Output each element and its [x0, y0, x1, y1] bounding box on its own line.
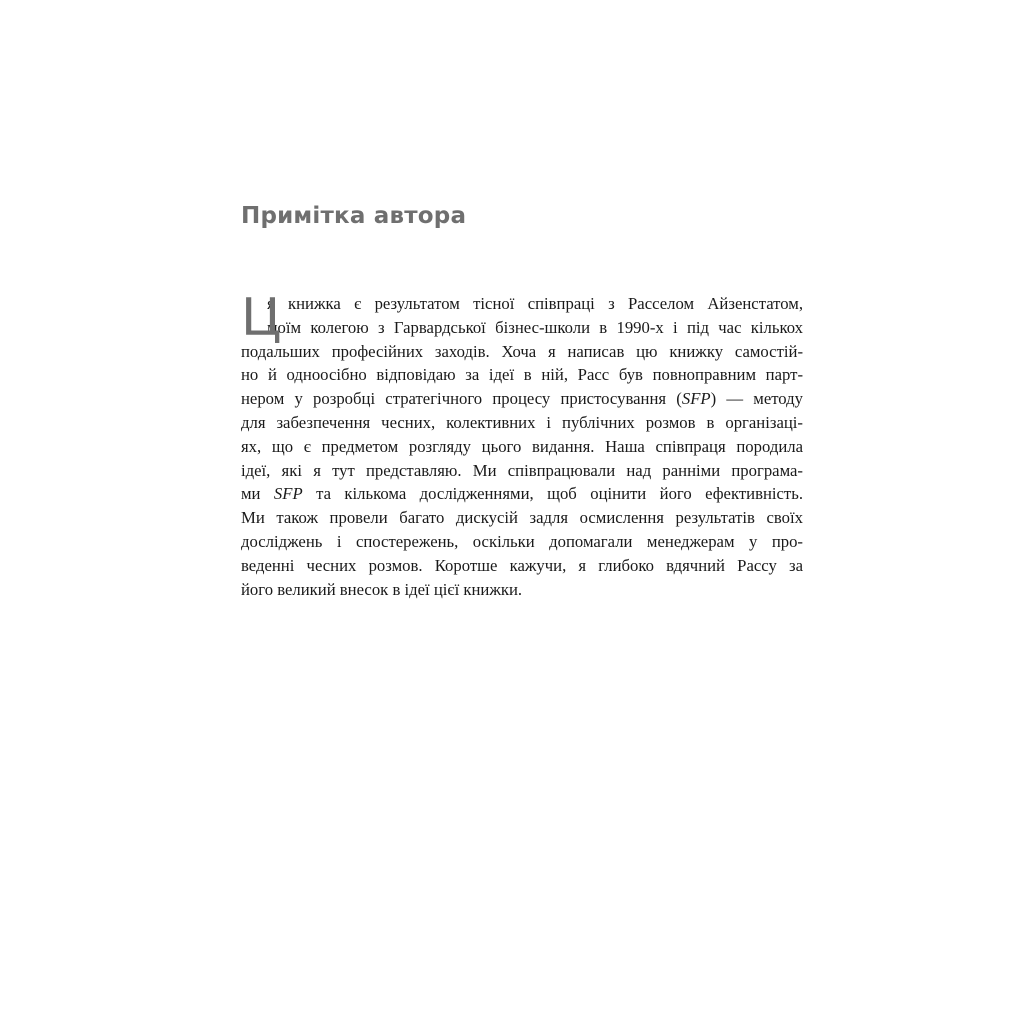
- paragraph-line: я книжка є результатом тісної співпраці з Расселом Айзенстатом,: [267, 294, 803, 313]
- italic-term: SFP: [273, 484, 303, 504]
- paragraph-line: Ми також провели багато дискусій задля осмислення результатів своїх: [241, 508, 803, 528]
- paragraph-line: подальших професійних заходів. Хоча я написав цю книжку самостій-: [241, 341, 803, 361]
- paragraph-line: ідеї, які я тут представляю. Ми співпрацювали над ранніми програма-: [241, 460, 803, 480]
- italic-term: SFP: [681, 389, 711, 409]
- paragraph-line: ми SFP та кількома дослідженнями, щоб оцінити його ефективність.: [241, 484, 803, 504]
- author-note-paragraph: [241, 288, 804, 601]
- paragraph-line: ях, що є предметом розгляду цього видання. Наша співпраця породила: [241, 436, 803, 456]
- drop-cap: Ц: [241, 288, 282, 348]
- paragraph-line: веденні чесних розмов. Коротше кажучи, я глибоко вдячний Рассу за: [241, 555, 803, 575]
- paragraph-line: його великий внесок в ідеї цієї книжки.: [241, 579, 523, 599]
- page-title: Примітка автора: [241, 203, 467, 229]
- paragraph-line: для забезпечення чесних, колективних і публічних розмов в організаці-: [241, 412, 803, 432]
- paragraph-line: досліджень і спостережень, оскільки допомагали менеджерам у про-: [241, 531, 803, 551]
- paragraph-line: но й одноосібно відповідаю за ідеї в ній, Расс був повноправним парт-: [241, 365, 803, 385]
- paragraph-line: нером у розробці стратегічного процесу пристосування (SFP) — методу: [241, 389, 804, 409]
- paragraph-line: моїм колегою з Гарвардської бізнес-школи в 1990-х і під час кількох: [267, 317, 803, 337]
